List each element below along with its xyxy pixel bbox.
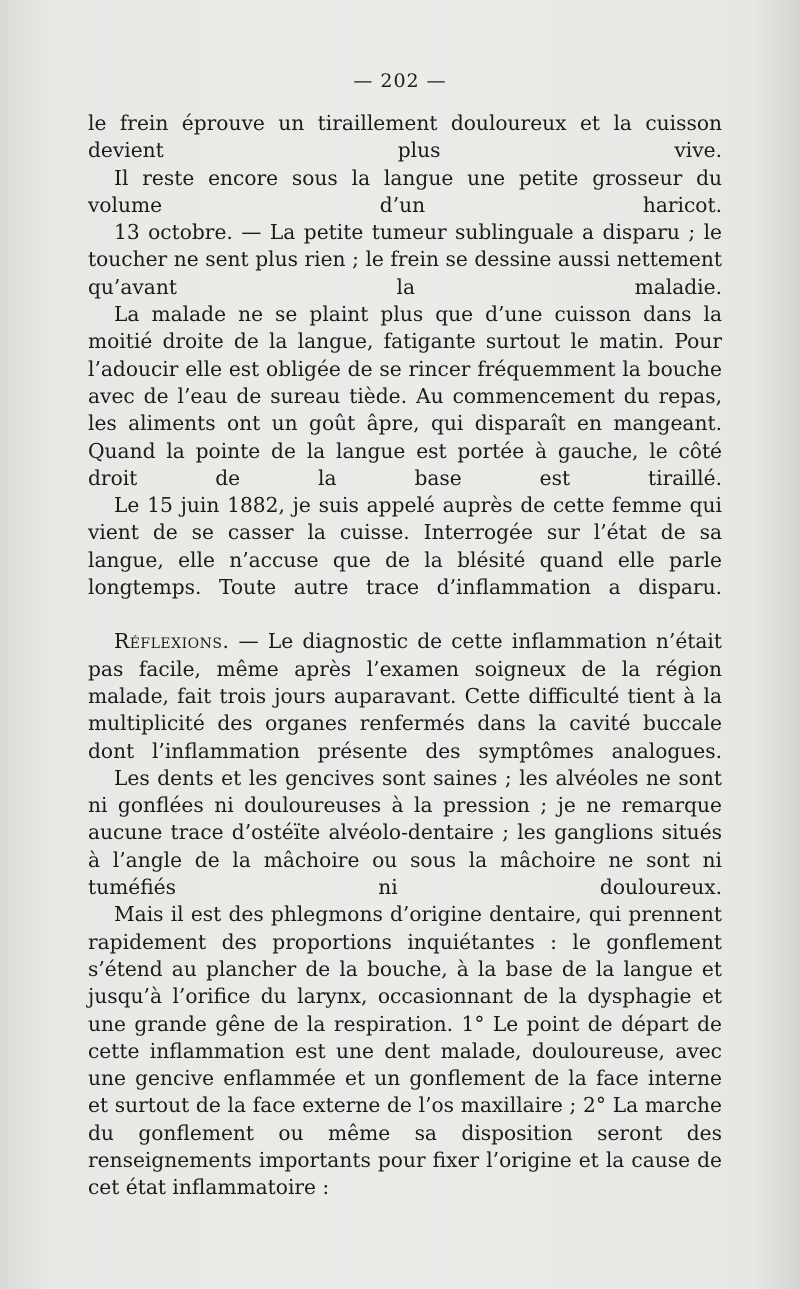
paragraph-8: Mais il est des phlegmons d’origine dentaire, qui prennent rapidement des proportions inquiétantes : le gonflement s’étend au plancher de la bouche, à la base de la langue et jusqu’à l’orifice du larynx, occasionnant de la dysphagie et une grande gêne de la respiration. 1° Le point de départ de cette inflammation est une dent malade, douloureuse, avec une gencive enflammée et un gonflement de la face interne et surtout de la face externe de l’os maxillaire ; 2° La marche du gonflement ou même sa disposition seront des renseignements importants pour fixer l’origine et la cause de cet état inflammatoire : — [88, 902, 722, 1200]
section-gap — [88, 601, 722, 628]
paragraph-reflexions — [88, 628, 722, 764]
paragraph-3: 13 octobre. — La petite tumeur sublinguale a disparu ; le toucher ne sent plus rien ; le frein se dessine aussi nettement qu’avant la maladie. — [88, 220, 722, 299]
paragraph-4: La malade ne se plaint plus que d’une cuisson dans la moitié droite de la langue, fatigante surtout le matin. Pour l’adoucir elle est obligée de se rincer fréquemment la bouche avec de l’eau de sureau tiède. Au commencement du repas, les aliments ont un goût âpre, qui disparaît en mangeant. Quand la pointe de la langue est portée à gauche, le côté droit de la base est tiraillé. — [88, 302, 722, 490]
paragraph-reflexions-text: — Le diagnostic de cette inflammation n’était pas facile, même après l’examen soigneux de la région malade, fait trois jours auparavant. Cette difficulté tient à la multiplicité des organes renfermés dans la cavité buccale dont l’inflammation présente des symptômes analogues. — [88, 629, 722, 763]
page-number: — 202 — — [353, 70, 447, 92]
paragraph-7: Les dents et les gencives sont saines ; les alvéoles ne sont ni gonflées ni douloureuses à la pression ; je ne remarque aucune trace d’ostéïte alvéolo-dentaire ; les ganglions situés à l’angle de la mâchoire ou sous la mâchoire ne sont ni tuméfiés ni douloureux. — [88, 765, 722, 900]
section-heading: Réflexions. — [114, 629, 230, 654]
paragraph-2: Il reste encore sous la langue une petite grosseur du volume d’un haricot. — [88, 165, 722, 217]
paragraph-1: le frein éprouve un tiraillement douloureux et la cuisson devient plus vive. — [88, 111, 722, 163]
paragraph-5: Le 15 juin 1882, je suis appelé auprès de cette femme qui vient de se casser la cuisse. Interrogée sur l’état de sa langue, elle n’accuse que de la blésité quand elle parle longtemps. Toute autre trace d’inflammation a disparu. — [88, 493, 722, 600]
page-body — [88, 110, 722, 1202]
